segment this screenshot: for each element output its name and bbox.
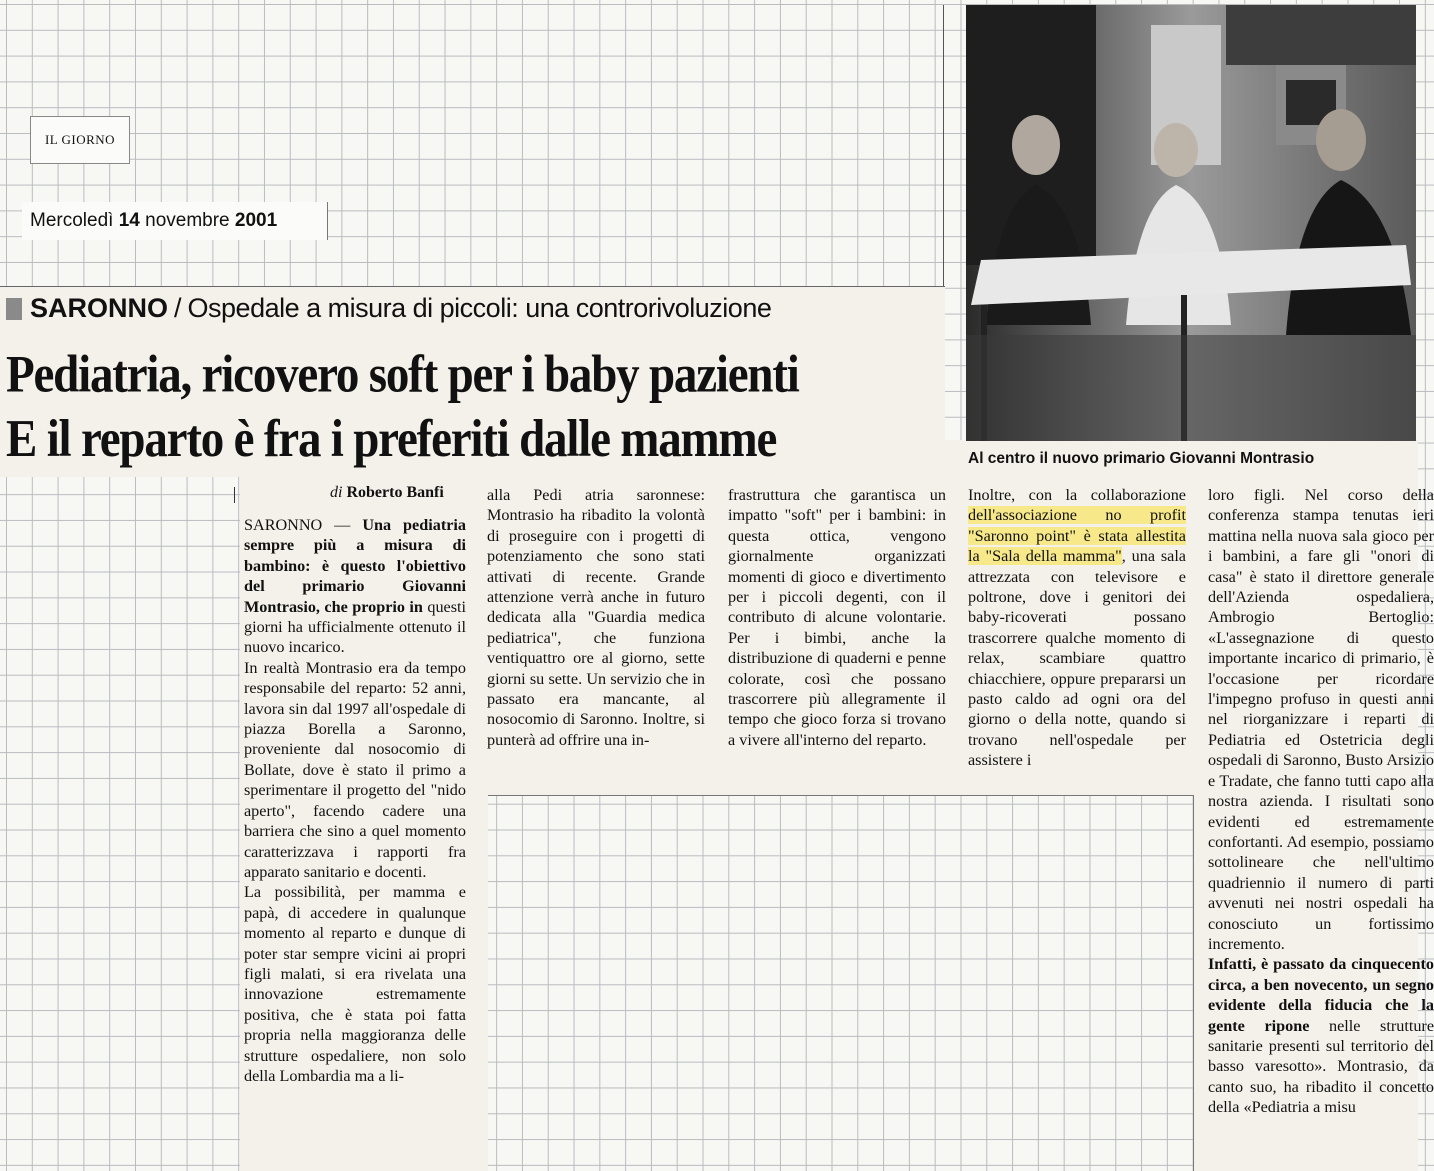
column-1-paragraph-3: La possibilità, per mamma e papà, di accedere in qualunque momento al reparto e dunque di poter star sempre vicini ai propri figli malati, si era rivelata una innovazione estremamente positiva, che è stata poi fatta propria nella maggioranza delle strutture ospedaliere, non solo della Lombardia ma a li- [244, 883, 466, 1085]
headline-line-1: Pediatria, ricovero soft per i baby pazienti [6, 345, 799, 404]
column-4-text-b: , una sala attrezzata con televisore e poltrone, dove i genitori dei baby-ricoverati possano trascorrere qualche momento di relax, scambiare quattro chiacchiere, oppure prepararsi un pasto caldo ad ogni ora del giorno o della notte, quando si trovano nell'ospedale per assistere i [968, 547, 1186, 770]
date-month: novembre [145, 210, 230, 231]
column-5-paragraph-1: loro figli. Nel corso della conferenza stampa tenutas ieri mattina nella nuova sala gioco per i bambini, a fare gli "onori di casa" è stato il direttore generale dell'Azienda ospedaliera, Ambrogio Bertoglio: «L'assegnazione di questo importante incarico di primario, è l'occasione per ricordare l'impegno profuso in questi anni nel riorganizzare i reparti di Pediatria ed Ostetricia degli ospedali di Saronno, Busto Arsizio e Tradate, che fanno tutti capo alla nostra azienda. I risultati sono evidenti ed estremamente confortanti. Ad esempio, possiamo sottolineare che nell'ultimo quadriennio il numero di parti avvenuti nei nostri ospedali ha conosciuto un fortissimo incremento. [1208, 486, 1434, 953]
byline-author: Roberto Banfi [346, 484, 444, 501]
article-column-3 [728, 485, 946, 750]
column-2-text: alla Pedi atria saronnese: Montrasio ha ribadito la volontà di proseguire con i progetti di potenziamento che sono stati attivati di recente. Grande attenzione verrà anche in futuro dedicata alla "Guardia medica pediatrica", che funziona ventiquattro ore al giorno, sette giorni su sette. Un servizio che in passato era mancante, al nosocomio di Saronno. Inoltre, si punterà ad offrire una in- [487, 486, 705, 749]
column-1-paragraph-2: In realtà Montrasio era da tempo responsabile del reparto: 52 anni, lavora sin dal 1997 all'ospedale di piazza Borella a Saronno, proveniente dal nosocomio di Bollate, dove è stato il primo a sperimentare il progetto del "nido aperto", facendo cadere una barriera che sino a quel momento caratterizzava i rapporti fra apparato sanitario e docenti. [244, 658, 466, 881]
column-5-text: nelle strutture sanitarie presenti sul territorio del basso varesotto». Montrasio, da canto suo, ha ribadito il concetto della «Pediatria a misu [1208, 1016, 1434, 1117]
kicker-separator: / [174, 293, 182, 323]
column-4-text [968, 485, 1186, 771]
date-year: 2001 [234, 210, 278, 231]
byline [330, 484, 444, 502]
column-5-clip [1208, 485, 1434, 1171]
publication-date [22, 202, 328, 240]
article-column-2 [487, 485, 705, 750]
column-5-lead: Infatti, è passato da cinquecento circa, a ben novecento, un segno evidente della fiducia che la gente ripone [1208, 955, 1434, 1035]
column-1-text-a: questi giorni ha ufficialmente ottenuto il nuovo incarico. [244, 597, 467, 657]
article-photo [966, 5, 1416, 441]
article-lead: Una pediatria sempre più a misura di bambino: è questo l'obiettivo del primario Giovanni Montrasio, che proprio in [244, 516, 466, 616]
photo-illustration [966, 5, 1416, 441]
clipping-bottom-edge [488, 795, 1193, 796]
date-day: 14 [118, 210, 140, 231]
kicker [6, 293, 771, 324]
headline-line-2: E il reparto è fra i preferiti dalle mamme [6, 410, 777, 469]
article-column-4 [968, 485, 1186, 771]
photo-caption: Al centro il nuovo primario Giovanni Montrasio [968, 450, 1315, 467]
article-dateline: SARONNO — [244, 516, 351, 534]
byline-prefix: di [330, 484, 343, 501]
date-weekday: Mercoledì [30, 210, 114, 231]
clipping-left-edge [1193, 795, 1194, 1171]
highlighted-text: dell'associazione no profit "Saronno point" è stata allestita la "Sala della mamma" [968, 506, 1186, 566]
clipping-top-edge [0, 286, 945, 287]
kicker-place: SARONNO [30, 293, 169, 323]
column-1-lead-paragraph [244, 515, 466, 658]
kicker-square-icon [6, 298, 22, 320]
article-column-1 [244, 515, 466, 1086]
article-column-5 [1208, 485, 1434, 1118]
column-4-text-a: Inoltre, con la collaborazione [968, 486, 1186, 504]
column-3-text: frastruttura che garantisca un impatto "soft" per i bambini: in questa ottica, vengono giornalmente organizzati momenti di gioco e divertimento per i piccoli degenti, con il contributo di alcune volontarie. Per i bimbi, anche la distribuzione di quaderni e penne colorate, così che possano trascorrere più allegramente il tempo che gioco forza si trovano a vivere all'interno del reparto. [728, 486, 946, 749]
headline [6, 342, 951, 472]
column-rule [234, 487, 235, 503]
newspaper-masthead: IL GIORNO [30, 116, 130, 164]
column-5-paragraph-2 [1208, 954, 1434, 1117]
kicker-subtitle: Ospedale a misura di piccoli: una controrivoluzione [187, 293, 772, 323]
clipping-edge [943, 5, 944, 287]
